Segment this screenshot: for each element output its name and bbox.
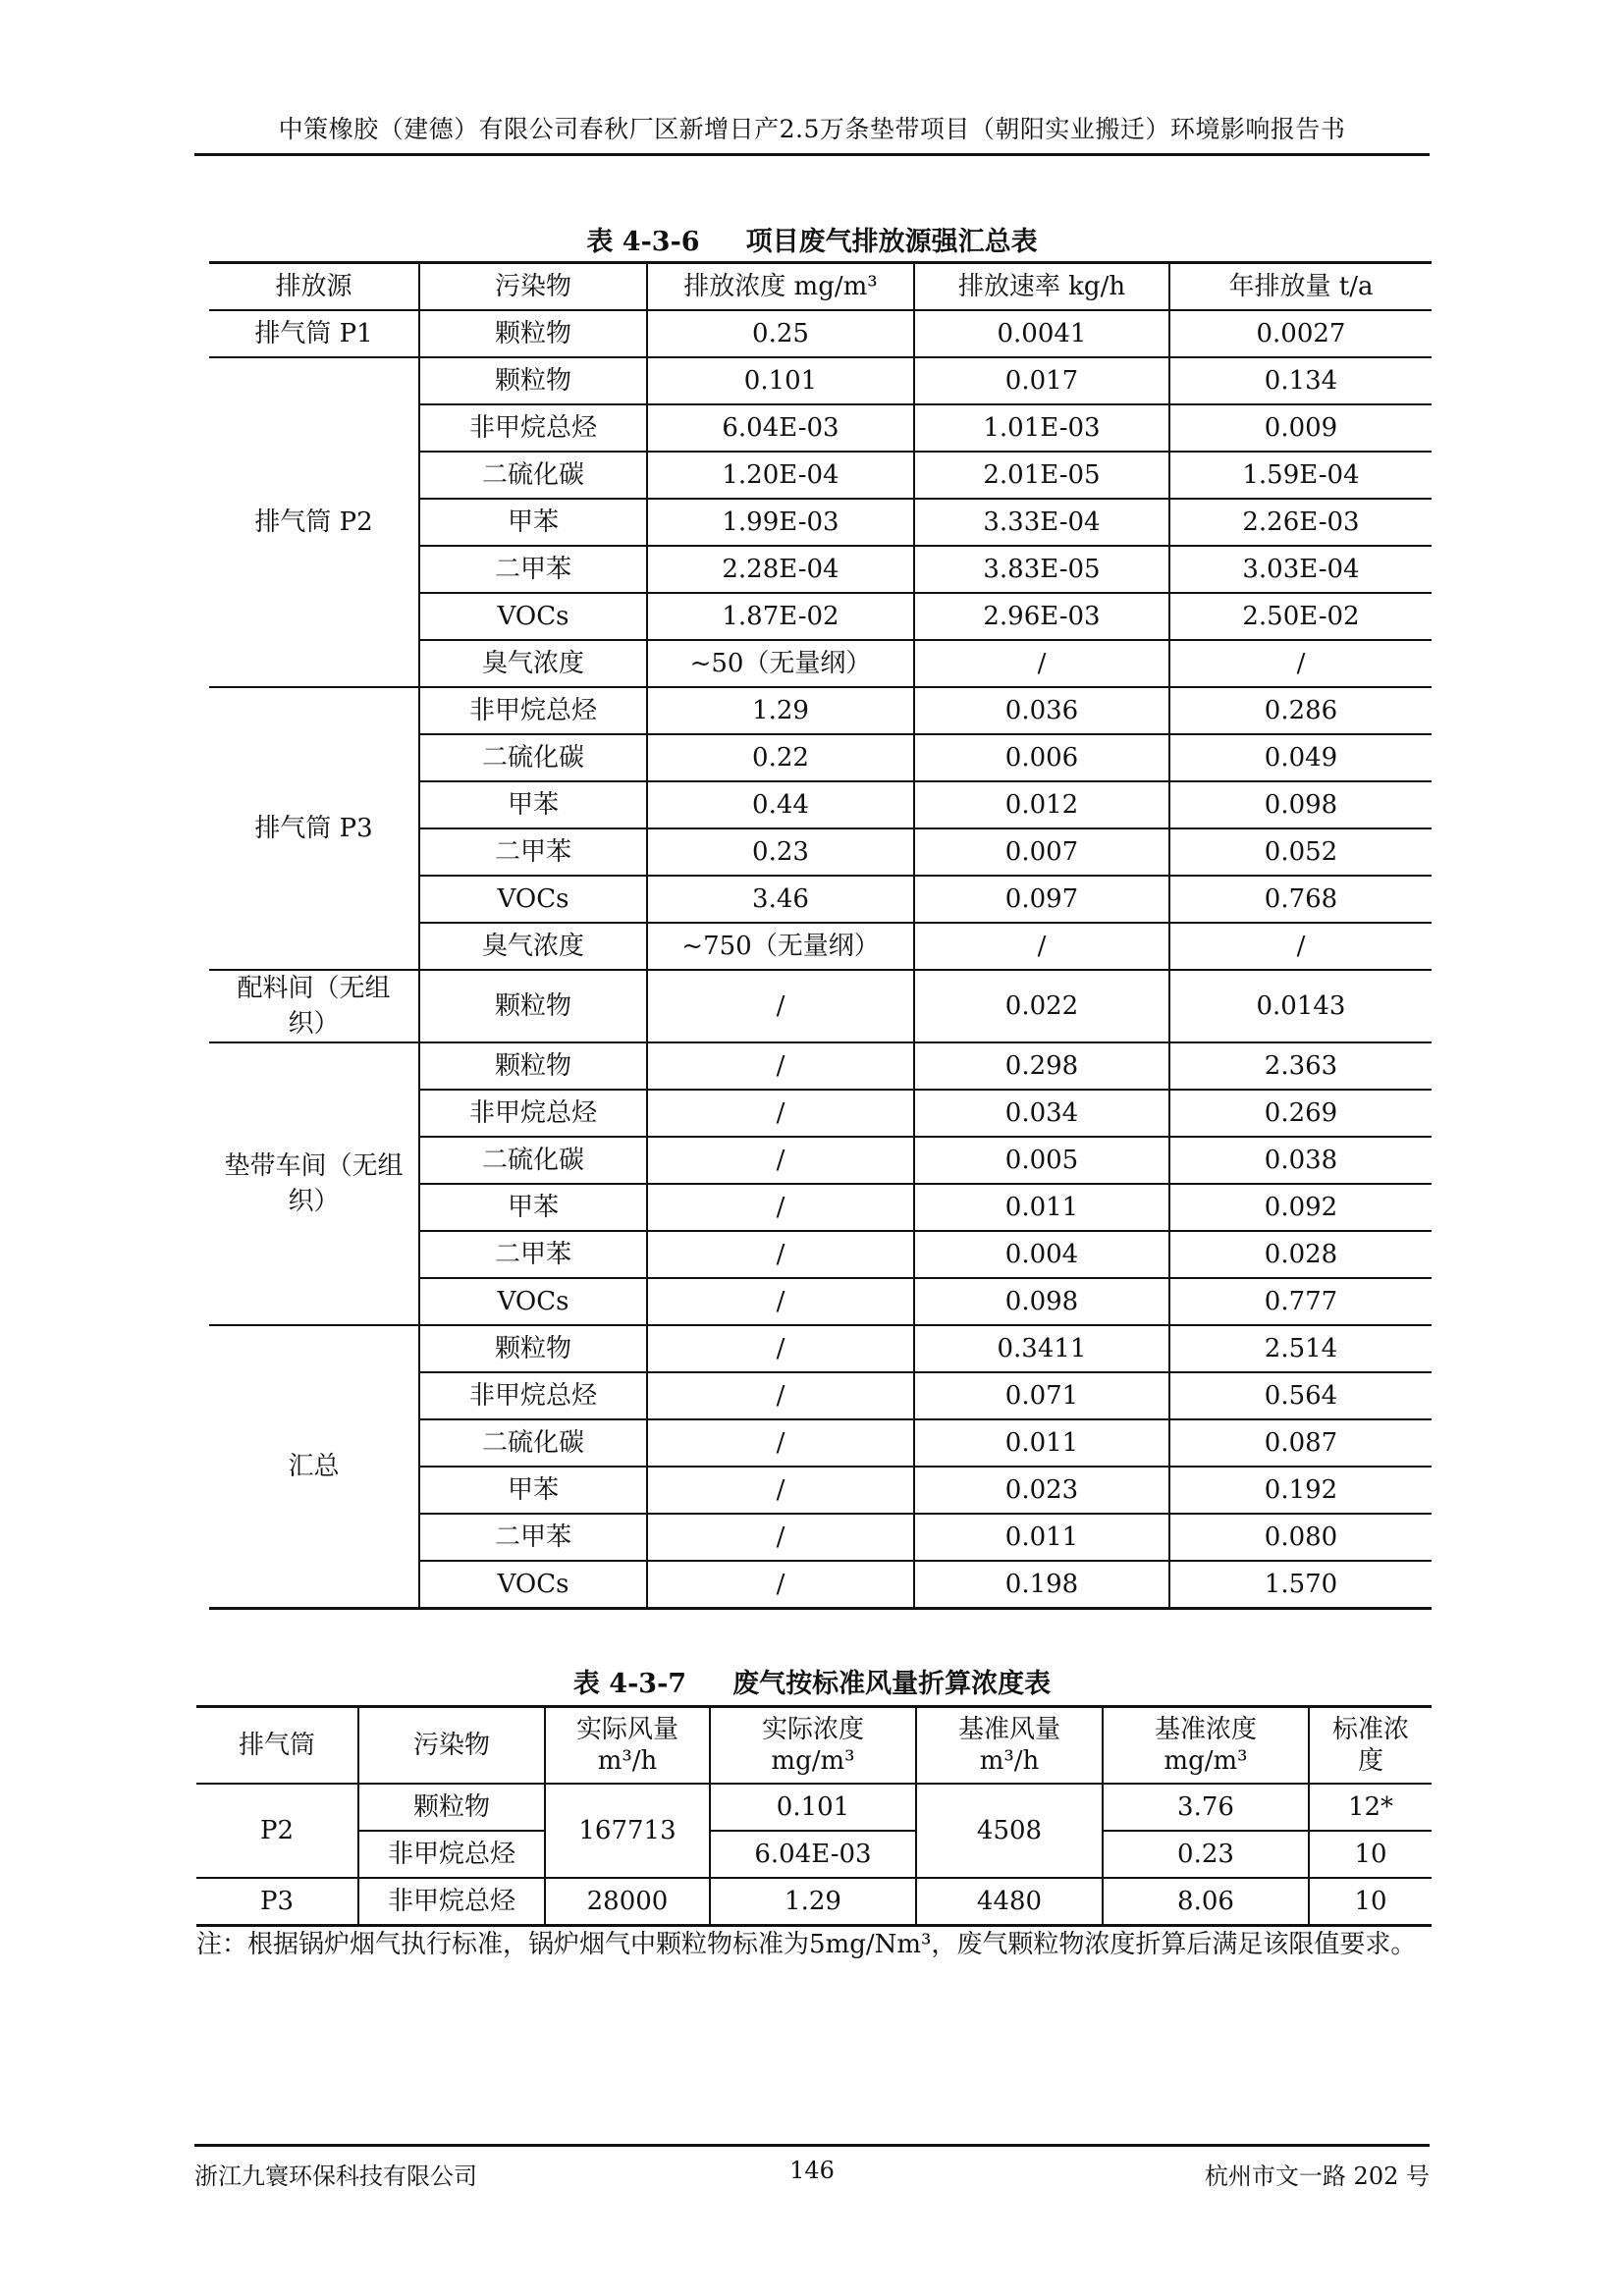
concentration-cell: 0.44: [647, 781, 914, 828]
base-concentration: 0.23: [1103, 1831, 1309, 1878]
concentration-cell: /: [647, 970, 914, 1042]
base-concentration: 3.76: [1103, 1784, 1309, 1831]
footer-address: 杭州市文一路 202 号: [1204, 2163, 1430, 2190]
concentration-cell: ~750（无量纲）: [647, 923, 914, 970]
pollutant-cell: VOCs: [419, 1278, 647, 1325]
annual-cell: 0.092: [1169, 1184, 1432, 1231]
rate-cell: 0.005: [914, 1137, 1169, 1184]
pollutant-cell: 臭气浓度: [419, 640, 647, 687]
concentration-cell: 0.22: [647, 734, 914, 781]
emission-source: 排气筒 P1: [209, 310, 419, 357]
annual-cell: 0.768: [1169, 876, 1432, 923]
pollutant-cell: 非甲烷总烃: [419, 687, 647, 734]
concentration-cell: 3.46: [647, 876, 914, 923]
rate-cell: 0.098: [914, 1278, 1169, 1325]
pollutant-cell: 甲苯: [419, 1467, 647, 1514]
concentration-cell: /: [647, 1137, 914, 1184]
pollutant-cell: 二硫化碳: [419, 452, 647, 499]
stack-p2: P2: [196, 1784, 358, 1878]
annual-cell: 1.59E-04: [1169, 452, 1432, 499]
page-footer: [194, 2144, 1430, 2190]
pollutant-cell: 甲苯: [419, 781, 647, 828]
pollutant-cell: VOCs: [419, 1561, 647, 1609]
annual-cell: 0.009: [1169, 404, 1432, 452]
table-row: [209, 970, 1432, 1042]
concentration-cell: /: [647, 1231, 914, 1278]
actual-airflow: 167713: [545, 1784, 710, 1878]
rate-cell: 2.96E-03: [914, 593, 1169, 640]
annual-cell: 0.0027: [1169, 310, 1432, 357]
emission-summary-table: [209, 261, 1432, 1610]
annual-cell: /: [1169, 923, 1432, 970]
concentration-cell: /: [647, 1514, 914, 1561]
concentration-cell: 1.29: [647, 687, 914, 734]
rate-cell: 0.022: [914, 970, 1169, 1042]
rate-cell: 0.0041: [914, 310, 1169, 357]
pollutant: 非甲烷总烃: [358, 1831, 545, 1878]
rate-cell: /: [914, 923, 1169, 970]
pollutant-cell: 颗粒物: [419, 310, 647, 357]
table2-caption: 表 4-3-7 废气按标准风量折算浓度表: [572, 1669, 1052, 1699]
header-concentration: 排放浓度 mg/m³: [647, 263, 914, 311]
concentration-cell: ~50（无量纲）: [647, 640, 914, 687]
table-row: [209, 310, 1432, 357]
table-note: 注：根据锅炉烟气执行标准，锅炉烟气中颗粒物标准为5mg/Nm³，废气颗粒物浓度折算后满足该限值要求。: [196, 1930, 1417, 1959]
standard-concentration: 12*: [1309, 1784, 1432, 1831]
rate-cell: 0.004: [914, 1231, 1169, 1278]
table-row: [196, 1784, 1432, 1831]
annual-cell: 0.564: [1169, 1372, 1432, 1419]
annual-cell: 0.038: [1169, 1137, 1432, 1184]
annual-cell: /: [1169, 640, 1432, 687]
concentration-cell: /: [647, 1278, 914, 1325]
rate-cell: 0.198: [914, 1561, 1169, 1609]
concentration-cell: /: [647, 1561, 914, 1609]
concentration-cell: 6.04E-03: [647, 404, 914, 452]
annual-cell: 2.26E-03: [1169, 499, 1432, 546]
emission-source: 配料间（无组织）: [209, 970, 419, 1042]
annual-cell: 0.028: [1169, 1231, 1432, 1278]
header-source: 排放源: [209, 263, 419, 311]
header-base-concentration: 基准浓度 mg/m³: [1103, 1707, 1309, 1785]
header-rate: 排放速率 kg/h: [914, 263, 1169, 311]
pollutant-cell: 二甲苯: [419, 546, 647, 593]
rate-cell: 0.298: [914, 1042, 1169, 1090]
table-row: [209, 357, 1432, 404]
pollutant-cell: 非甲烷总烃: [419, 1372, 647, 1419]
emission-source: 汇总: [209, 1325, 419, 1609]
annual-cell: 0.049: [1169, 734, 1432, 781]
table-row: [196, 1878, 1432, 1926]
rate-cell: 0.011: [914, 1514, 1169, 1561]
header-actual-concentration: 实际浓度 mg/m³: [710, 1707, 916, 1785]
annual-cell: 0.098: [1169, 781, 1432, 828]
rate-cell: 0.097: [914, 876, 1169, 923]
concentration-cell: /: [647, 1467, 914, 1514]
rate-cell: 1.01E-03: [914, 404, 1169, 452]
pollutant-cell: 二硫化碳: [419, 1137, 647, 1184]
standard-airflow-table: [196, 1705, 1432, 1927]
stack-p3: P3: [196, 1878, 358, 1926]
emission-source: 垫带车间（无组织）: [209, 1042, 419, 1325]
concentration-cell: /: [647, 1419, 914, 1467]
rate-cell: 0.3411: [914, 1325, 1169, 1372]
concentration-cell: 1.20E-04: [647, 452, 914, 499]
header-base-airflow: 基准风量 m³/h: [916, 1707, 1103, 1785]
standard-concentration: 10: [1309, 1878, 1432, 1926]
actual-concentration: 0.101: [710, 1784, 916, 1831]
concentration-cell: /: [647, 1090, 914, 1137]
table-row: [209, 1042, 1432, 1090]
annual-cell: 0.777: [1169, 1278, 1432, 1325]
rate-cell: 0.034: [914, 1090, 1169, 1137]
rate-cell: 0.011: [914, 1184, 1169, 1231]
annual-cell: 0.192: [1169, 1467, 1432, 1514]
header-annual: 年排放量 t/a: [1169, 263, 1432, 311]
concentration-cell: 0.25: [647, 310, 914, 357]
annual-cell: 3.03E-04: [1169, 546, 1432, 593]
actual-airflow: 28000: [545, 1878, 710, 1926]
page-number: 146: [789, 2157, 835, 2184]
header-pollutant: 污染物: [419, 263, 647, 311]
header-standard: 标准浓度: [1309, 1707, 1432, 1785]
standard-concentration: 10: [1309, 1831, 1432, 1878]
table-row: [196, 1831, 1432, 1878]
pollutant-cell: 颗粒物: [419, 970, 647, 1042]
table-row: [209, 687, 1432, 734]
annual-cell: 0.269: [1169, 1090, 1432, 1137]
table1-caption: 表 4-3-6 项目废气排放源强汇总表: [586, 227, 1038, 257]
base-airflow: 4480: [916, 1878, 1103, 1926]
base-concentration: 8.06: [1103, 1878, 1309, 1926]
header-stack: 排气筒: [196, 1707, 358, 1785]
rate-cell: 0.006: [914, 734, 1169, 781]
annual-cell: 2.50E-02: [1169, 593, 1432, 640]
pollutant-cell: 臭气浓度: [419, 923, 647, 970]
header-actual-airflow: 实际风量 m³/h: [545, 1707, 710, 1785]
pollutant-cell: 甲苯: [419, 499, 647, 546]
annual-cell: 0.087: [1169, 1419, 1432, 1467]
table1-header-row: [209, 263, 1432, 311]
emission-source: 排气筒 P3: [209, 687, 419, 970]
annual-cell: 0.286: [1169, 687, 1432, 734]
rate-cell: 0.036: [914, 687, 1169, 734]
concentration-cell: /: [647, 1325, 914, 1372]
table-row: [209, 1325, 1432, 1372]
rate-cell: /: [914, 640, 1169, 687]
rate-cell: 0.071: [914, 1372, 1169, 1419]
pollutant-cell: 二甲苯: [419, 1231, 647, 1278]
annual-cell: 0.052: [1169, 828, 1432, 876]
pollutant-cell: VOCs: [419, 593, 647, 640]
pollutant-cell: 甲苯: [419, 1184, 647, 1231]
concentration-cell: 1.87E-02: [647, 593, 914, 640]
page-header: 中策橡胶（建德）有限公司春秋厂区新增日产2.5万条垫带项目（朝阳实业搬迁）环境影响报告书: [194, 110, 1430, 156]
rate-cell: 0.011: [914, 1419, 1169, 1467]
emission-source: 排气筒 P2: [209, 357, 419, 687]
concentration-cell: 2.28E-04: [647, 546, 914, 593]
concentration-cell: 0.23: [647, 828, 914, 876]
concentration-cell: /: [647, 1372, 914, 1419]
pollutant-cell: VOCs: [419, 876, 647, 923]
annual-cell: 0.134: [1169, 357, 1432, 404]
pollutant-cell: 二硫化碳: [419, 734, 647, 781]
pollutant-cell: 非甲烷总烃: [419, 404, 647, 452]
actual-concentration: 6.04E-03: [710, 1831, 916, 1878]
annual-cell: 0.0143: [1169, 970, 1432, 1042]
rate-cell: 0.017: [914, 357, 1169, 404]
actual-concentration: 1.29: [710, 1878, 916, 1926]
header-pollutant: 污染物: [358, 1707, 545, 1785]
rate-cell: 3.83E-05: [914, 546, 1169, 593]
pollutant-cell: 颗粒物: [419, 357, 647, 404]
concentration-cell: 1.99E-03: [647, 499, 914, 546]
concentration-cell: /: [647, 1042, 914, 1090]
rate-cell: 0.012: [914, 781, 1169, 828]
pollutant-cell: 非甲烷总烃: [419, 1090, 647, 1137]
annual-cell: 1.570: [1169, 1561, 1432, 1609]
pollutant: 颗粒物: [358, 1784, 545, 1831]
pollutant-cell: 颗粒物: [419, 1042, 647, 1090]
concentration-cell: 0.101: [647, 357, 914, 404]
pollutant: 非甲烷总烃: [358, 1878, 545, 1926]
base-airflow: 4508: [916, 1784, 1103, 1878]
annual-cell: 2.363: [1169, 1042, 1432, 1090]
rate-cell: 0.007: [914, 828, 1169, 876]
pollutant-cell: 颗粒物: [419, 1325, 647, 1372]
rate-cell: 2.01E-05: [914, 452, 1169, 499]
pollutant-cell: 二甲苯: [419, 828, 647, 876]
pollutant-cell: 二甲苯: [419, 1514, 647, 1561]
rate-cell: 3.33E-04: [914, 499, 1169, 546]
table2-header-row: [196, 1707, 1432, 1785]
annual-cell: 0.080: [1169, 1514, 1432, 1561]
concentration-cell: /: [647, 1184, 914, 1231]
pollutant-cell: 二硫化碳: [419, 1419, 647, 1467]
rate-cell: 0.023: [914, 1467, 1169, 1514]
annual-cell: 2.514: [1169, 1325, 1432, 1372]
footer-company: 浙江九寰环保科技有限公司: [194, 2163, 477, 2190]
